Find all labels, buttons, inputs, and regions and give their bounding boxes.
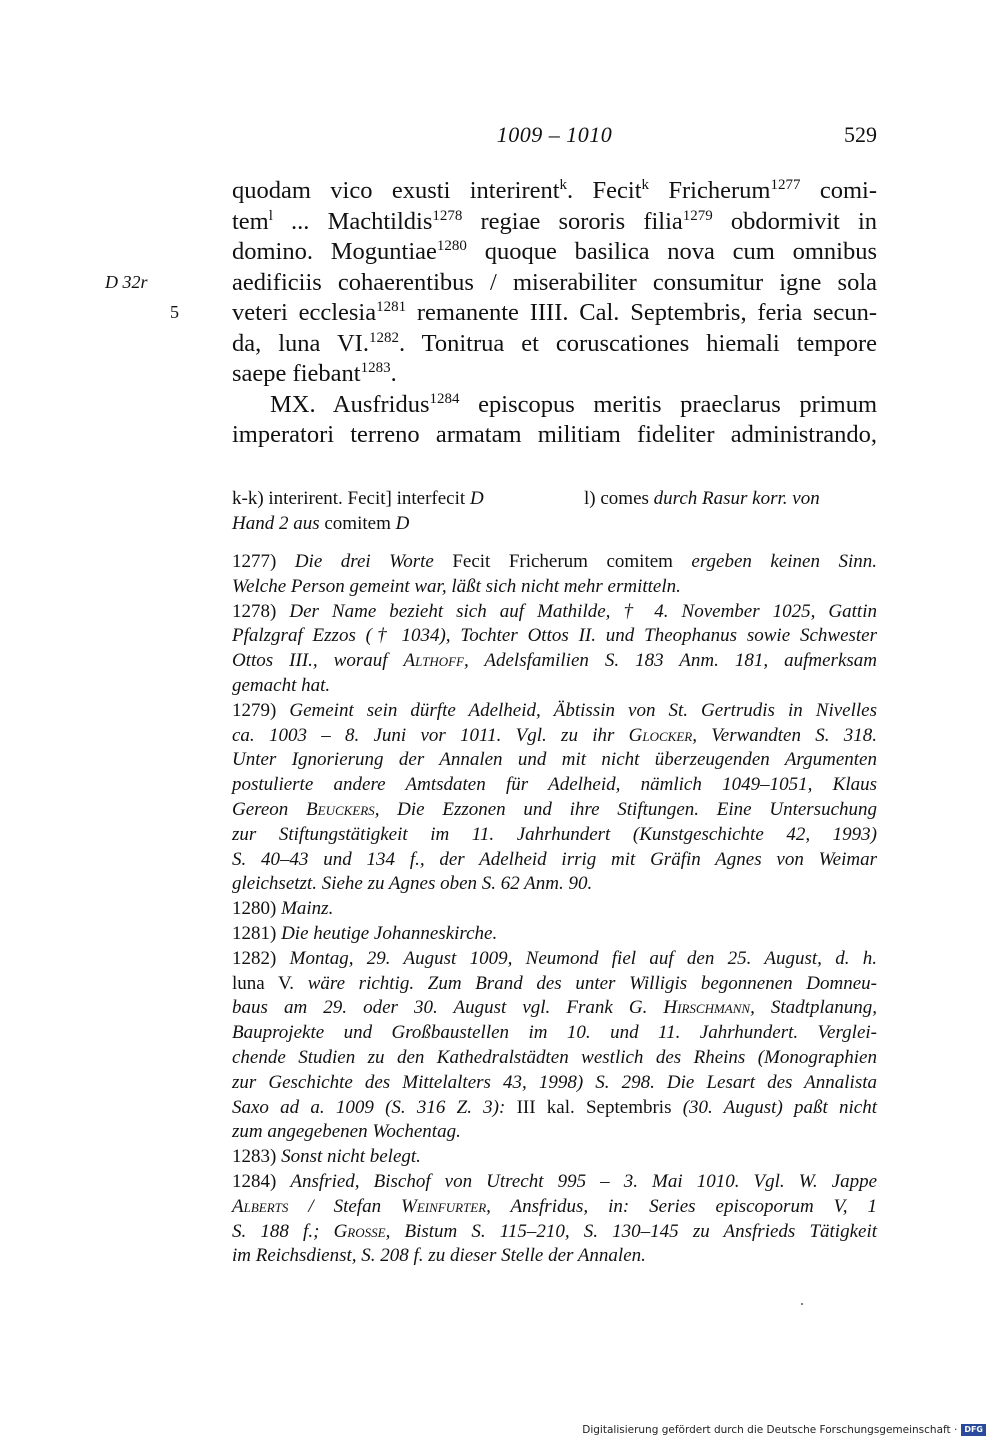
running-head-year-range: 1009 – 1010 [496, 122, 613, 147]
text-line: imperatori terreno armatam militiam fideliter administrando, [232, 421, 877, 448]
footnote-line: gemacht hat. [232, 674, 331, 696]
text-line: tem$^l$ ... Machtildis$^{1278}$ regiae sororis filia$^{1279}$ obdormivit in [232, 207, 877, 235]
footnote-line: S. 188 f.; Grosse, Bistum S. 115–210, S. 130–145 zu Ansfrieds Tätigkeit [232, 1220, 878, 1242]
running-head [232, 122, 877, 152]
footnote-line: gleichsetzt. Siehe zu Agnes oben S. 62 Anm. 90. [232, 873, 593, 895]
text-line: aedificiis cohaerentibus / miserabiliter consumitur igne sola [232, 268, 877, 296]
footnote-1282: 1282) Montag, 29. August 1009, Neumond fiel auf den 25. August, d. h. [232, 947, 877, 969]
footnote-line: im Reichsdienst, S. 208 f. zu dieser Stelle der Annalen. [232, 1245, 646, 1267]
footnote-line: ca. 1003 – 8. Juni vor 1011. Vgl. zu ihr Glocker, Verwandten S. 318. [232, 724, 878, 746]
footnote-line: chende Studien zu den Kathedralstädten westlich des Rheins (Monographien [232, 1046, 877, 1068]
footnote-line: Saxo ad a. 1009 (S. 316 Z. 3): III kal. Septembris (30. August) paßt nicht [232, 1096, 878, 1118]
manuscript-folio-reference: D 32r [105, 272, 148, 292]
footnote-line: zum angegebenen Wochentag. [232, 1121, 461, 1143]
footnote-1277: 1277) Die drei Worte Fecit Fricherum comitem ergeben keinen Sinn. [232, 551, 877, 572]
footnote-line: Unter Ignorierung der Annalen und mit nicht überzeugenden Argumenten [232, 749, 877, 771]
footnote-line: Alberts / Stefan Weinfurter, Ansfridus, in: Series episcoporum V, 1 [232, 1195, 877, 1217]
footnote-line: Gereon Beuckers, Die Ezzonen und ihre Stiftungen. Eine Untersuchung [232, 798, 877, 820]
footnote-1279: 1279) Gemeint sein dürfte Adelheid, Äbtissin von St. Gertrudis in Nivelles [232, 699, 877, 721]
line-number: 5 [170, 302, 179, 322]
footnote-line: luna V. wäre richtig. Zum Brand des unter Willigis begonnenen Domneu- [232, 972, 878, 994]
footnote-1280: 1280) Mainz. [232, 898, 334, 920]
footnote-line: Welche Person gemeint war, läßt sich nicht mehr ermitteln. [232, 575, 681, 597]
critical-apparatus [232, 486, 877, 536]
text-line: saepe fiebant$^{1283}$. [232, 360, 397, 387]
footnote-1284: 1284) Ansfried, Bischof von Utrecht 995 – 3. Mai 1010. Vgl. W. Jappe [232, 1170, 877, 1192]
main-text-block [232, 176, 877, 451]
text-line: domino. Moguntiae$^{1280}$ quoque basilica nova cum omnibus [232, 238, 877, 265]
footnote-line: zur Stiftungstätigkeit im 11. Jahrhundert (Kunstgeschichte 42, 1993) [232, 823, 877, 845]
footnote-line: baus am 29. oder 30. August vgl. Frank G. Hirschmann, Stadtplanung, [232, 997, 877, 1019]
digitization-credit [582, 1424, 986, 1436]
dfg-logo-icon: DFG [961, 1424, 986, 1436]
footnote-1278: 1278) Der Name bezieht sich auf Mathilde, † 4. November 1025, Gattin [232, 600, 877, 622]
apparatus-row [232, 486, 877, 511]
footnote-1283: 1283) Sonst nicht belegt. [232, 1146, 421, 1168]
footnote-1281: 1281) Die heutige Johanneskirche. [232, 922, 498, 944]
text-line: veteri ecclesia$^{1281}$ remanente IIII. Cal. Septembris, feria secun- [232, 299, 877, 326]
footnotes [232, 550, 877, 1269]
apparatus-row: Hand 2 aus comitem D [232, 513, 410, 534]
page-number: 529 [844, 122, 877, 147]
scan-speck [801, 1303, 803, 1305]
footnote-line: Ottos III., worauf Althoff, Adelsfamilien S. 183 Anm. 181, aufmerksam [232, 650, 878, 672]
apparatus-entry-l: l) comes durch Rasur korr. von [584, 488, 820, 509]
text-line: MX. Ausfridus$^{1284}$ episcopus meritis praeclarus primum [270, 390, 877, 418]
credit-text: Digitalisierung gefördert durch die Deutsche Forschungsgemeinschaft · [582, 1424, 958, 1436]
footnote-line: postulierte andere Amtsdaten für Adelheid, nämlich 1049–1051, Klaus [232, 774, 877, 796]
footnote-line: zur Geschichte des Mittelalters 43, 1998) S. 298. Die Lesart des Annalista [232, 1071, 877, 1093]
apparatus-entry-k: k-k) interirent. Fecit] interfecit D [232, 488, 484, 509]
text-line: quodam vico exusti interirent$^k$. Fecit$^k$ Fricherum$^{1277}$ comi- [232, 177, 877, 204]
text-line: da, luna VI.$^{1282}$. Tonitrua et coruscationes hiemali tempore [232, 329, 877, 357]
footnote-line: Bauprojekte und Großbaustellen im 10. und 11. Jahrhundert. Verglei- [232, 1022, 877, 1044]
footnote-line: S. 40–43 und 134 f., der Adelheid irrig mit Gräfin Agnes von Weimar [232, 848, 877, 870]
footnote-line: Pfalzgraf Ezzos († 1034), Tochter Ottos II. und Theophanus sowie Schwester [232, 625, 877, 647]
